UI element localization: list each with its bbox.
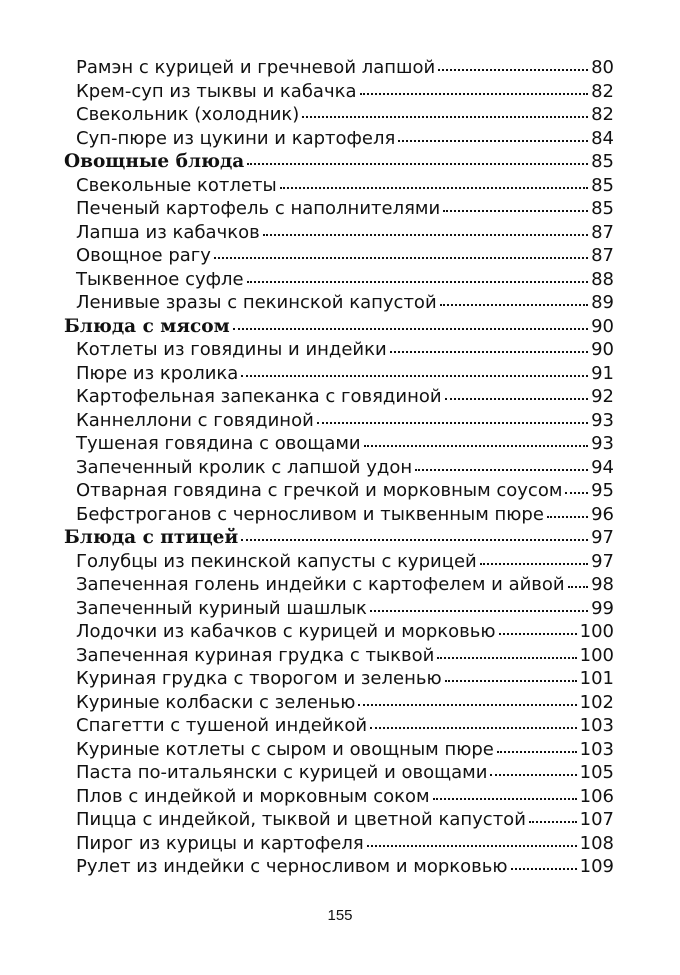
dot-leader <box>233 328 588 330</box>
toc-entry <box>64 573 614 597</box>
toc-entry-title: Овощные блюда <box>64 151 245 172</box>
dot-leader <box>480 563 588 565</box>
toc-entry-title: Картофельная запеканка с говядиной <box>76 386 442 407</box>
dot-leader <box>247 163 588 165</box>
toc-entry-title: Запеченный кролик с лапшой удон <box>76 456 413 478</box>
toc-entry-page-number: 106 <box>579 785 614 807</box>
toc-entry-page-number: 96 <box>591 503 614 525</box>
dot-leader <box>214 257 588 259</box>
toc-entry-title: Свекольник (холодник) <box>76 104 300 125</box>
toc-entry <box>64 268 614 292</box>
dot-leader <box>390 351 588 353</box>
toc-entry-title: Тыквенное суфле <box>76 268 244 290</box>
toc-entry-page-number: 108 <box>579 832 614 854</box>
dot-leader <box>438 69 588 71</box>
toc-entry <box>64 785 614 809</box>
toc-entry-title: Суп-пюре из цукини и картофеля <box>76 127 396 149</box>
toc-entry <box>64 80 614 104</box>
toc-entry-title: Бефстроганов с черносливом и тыквенным пюре <box>76 503 544 525</box>
dot-leader <box>433 798 577 800</box>
toc-entry-page-number: 103 <box>579 738 614 760</box>
toc-entry <box>64 291 614 315</box>
dot-leader <box>443 210 588 212</box>
toc-entry-page-number: 80 <box>591 57 614 78</box>
toc-entry-title: Лапша из кабачков <box>76 221 260 243</box>
dot-leader <box>280 187 588 189</box>
dot-leader <box>565 492 588 494</box>
dot-leader <box>317 422 588 424</box>
toc-entry <box>64 691 614 715</box>
toc-entry-title: Овощное рагу <box>76 245 211 266</box>
toc-entry <box>64 667 614 691</box>
toc-entry-title: Печеный картофель с наполнителями <box>76 198 441 219</box>
toc-entry-title: Пюре из кролика <box>76 362 239 384</box>
dot-leader <box>364 445 588 447</box>
dot-leader <box>440 304 588 306</box>
toc-entry <box>64 385 614 409</box>
toc-entry <box>64 221 614 245</box>
toc-entry <box>64 503 614 527</box>
page-number: 155 <box>327 907 353 924</box>
toc-entry-page-number: 109 <box>579 856 614 877</box>
dot-leader <box>398 140 588 142</box>
toc-entry-page-number: 85 <box>591 198 614 219</box>
toc-entry <box>64 197 614 221</box>
toc-entry-page-number: 97 <box>591 527 614 548</box>
table-of-contents <box>64 56 614 879</box>
toc-entry-title: Запеченная куриная грудка с тыквой <box>76 644 435 666</box>
toc-entry <box>64 56 614 80</box>
toc-entry-page-number: 89 <box>591 292 614 313</box>
dot-leader <box>263 234 588 236</box>
toc-entry-title: Каннеллони с говядиной <box>76 409 314 431</box>
toc-entry <box>64 432 614 456</box>
toc-entry <box>64 550 614 574</box>
dot-leader <box>529 821 577 823</box>
toc-entry-page-number: 85 <box>591 174 614 196</box>
dot-leader <box>445 398 589 400</box>
dot-leader <box>568 586 588 588</box>
toc-entry <box>64 103 614 127</box>
toc-entry <box>64 738 614 762</box>
toc-entry <box>64 620 614 644</box>
toc-entry-page-number: 93 <box>591 433 614 454</box>
dot-leader <box>497 751 577 753</box>
toc-entry-title: Крем-суп из тыквы и кабачка <box>76 80 357 102</box>
toc-entry <box>64 808 614 832</box>
toc-entry-title: Свекольные котлеты <box>76 174 277 196</box>
toc-entry-page-number: 84 <box>591 127 614 149</box>
toc-section-heading <box>64 315 614 339</box>
toc-entry <box>64 127 614 151</box>
toc-entry-page-number: 90 <box>591 339 614 360</box>
toc-entry-page-number: 107 <box>579 809 614 830</box>
toc-entry-page-number: 98 <box>591 574 614 595</box>
toc-entry <box>64 362 614 386</box>
toc-entry-page-number: 88 <box>591 268 614 290</box>
toc-entry <box>64 597 614 621</box>
toc-entry-page-number: 102 <box>579 691 614 713</box>
toc-entry-page-number: 95 <box>591 480 614 501</box>
toc-entry-page-number: 100 <box>579 644 614 666</box>
toc-entry <box>64 174 614 198</box>
toc-entry-title: Голубцы из пекинской капусты с курицей <box>76 550 477 572</box>
toc-entry-title: Паста по-итальянски с курицей и овощами <box>76 762 488 783</box>
dot-leader <box>358 704 576 706</box>
dot-leader <box>445 680 577 682</box>
toc-entry-page-number: 97 <box>591 550 614 572</box>
toc-entry-title: Пицца с индейкой, тыквой и цветной капустой <box>76 809 526 830</box>
toc-entry-title: Запеченная голень индейки с картофелем и айвой <box>76 574 565 595</box>
toc-entry-title: Отварная говядина с гречкой и морковным соусом <box>76 480 563 501</box>
toc-entry-title: Рулет из индейки с черносливом и морковью <box>76 856 508 877</box>
toc-entry-page-number: 91 <box>591 362 614 384</box>
toc-entry-page-number: 105 <box>579 762 614 783</box>
dot-leader <box>499 633 577 635</box>
toc-entry <box>64 479 614 503</box>
dot-leader <box>370 610 588 612</box>
toc-entry <box>64 456 614 480</box>
dot-leader <box>241 539 588 541</box>
toc-entry-title: Куриные колбаски с зеленью <box>76 691 356 713</box>
toc-entry <box>64 714 614 738</box>
dot-leader <box>247 281 588 283</box>
dot-leader <box>302 116 588 118</box>
toc-entry <box>64 644 614 668</box>
toc-entry-title: Плов с индейкой и морковным соком <box>76 785 430 807</box>
toc-entry-title: Лодочки из кабачков с курицей и морковью <box>76 621 496 642</box>
toc-entry-page-number: 101 <box>579 668 614 689</box>
toc-entry-page-number: 92 <box>591 386 614 407</box>
toc-entry <box>64 338 614 362</box>
toc-entry-page-number: 90 <box>591 315 614 337</box>
toc-entry-title: Ленивые зразы с пекинской капустой <box>76 292 437 313</box>
toc-entry-page-number: 93 <box>591 409 614 431</box>
toc-entry-page-number: 82 <box>591 80 614 102</box>
toc-section-heading <box>64 526 614 550</box>
toc-entry-title: Рамэн с курицей и гречневой лапшой <box>76 57 436 78</box>
toc-entry-title: Пирог из курицы и картофеля <box>76 832 364 854</box>
toc-entry-page-number: 85 <box>591 151 614 172</box>
toc-entry-title: Блюда с птицей <box>64 527 239 548</box>
toc-entry-title: Запеченный куриный шашлык <box>76 597 367 619</box>
toc-section-heading <box>64 150 614 174</box>
toc-entry <box>64 855 614 879</box>
toc-entry <box>64 244 614 268</box>
toc-entry-title: Куриные котлеты с сыром и овощным пюре <box>76 738 494 760</box>
toc-entry-page-number: 99 <box>591 597 614 619</box>
toc-entry-page-number: 87 <box>591 221 614 243</box>
dot-leader <box>415 469 588 471</box>
toc-entry-page-number: 82 <box>591 104 614 125</box>
toc-entry <box>64 409 614 433</box>
dot-leader <box>360 93 589 95</box>
toc-entry-title: Котлеты из говядины и индейки <box>76 339 387 360</box>
dot-leader <box>511 868 577 870</box>
toc-entry <box>64 832 614 856</box>
dot-leader <box>367 845 577 847</box>
toc-entry-page-number: 100 <box>579 621 614 642</box>
toc-entry-title: Тушеная говядина с овощами <box>76 433 361 454</box>
dot-leader <box>490 774 576 776</box>
toc-entry-page-number: 87 <box>591 245 614 266</box>
toc-entry-page-number: 94 <box>591 456 614 478</box>
dot-leader <box>370 727 577 729</box>
dot-leader <box>437 657 576 659</box>
toc-entry <box>64 761 614 785</box>
toc-entry-page-number: 103 <box>579 715 614 736</box>
toc-entry-title: Спагетти с тушеной индейкой <box>76 715 368 736</box>
dot-leader <box>547 516 588 518</box>
toc-entry-title: Куриная грудка с творогом и зеленью <box>76 668 442 689</box>
dot-leader <box>241 375 588 377</box>
toc-entry-title: Блюда с мясом <box>64 315 230 337</box>
